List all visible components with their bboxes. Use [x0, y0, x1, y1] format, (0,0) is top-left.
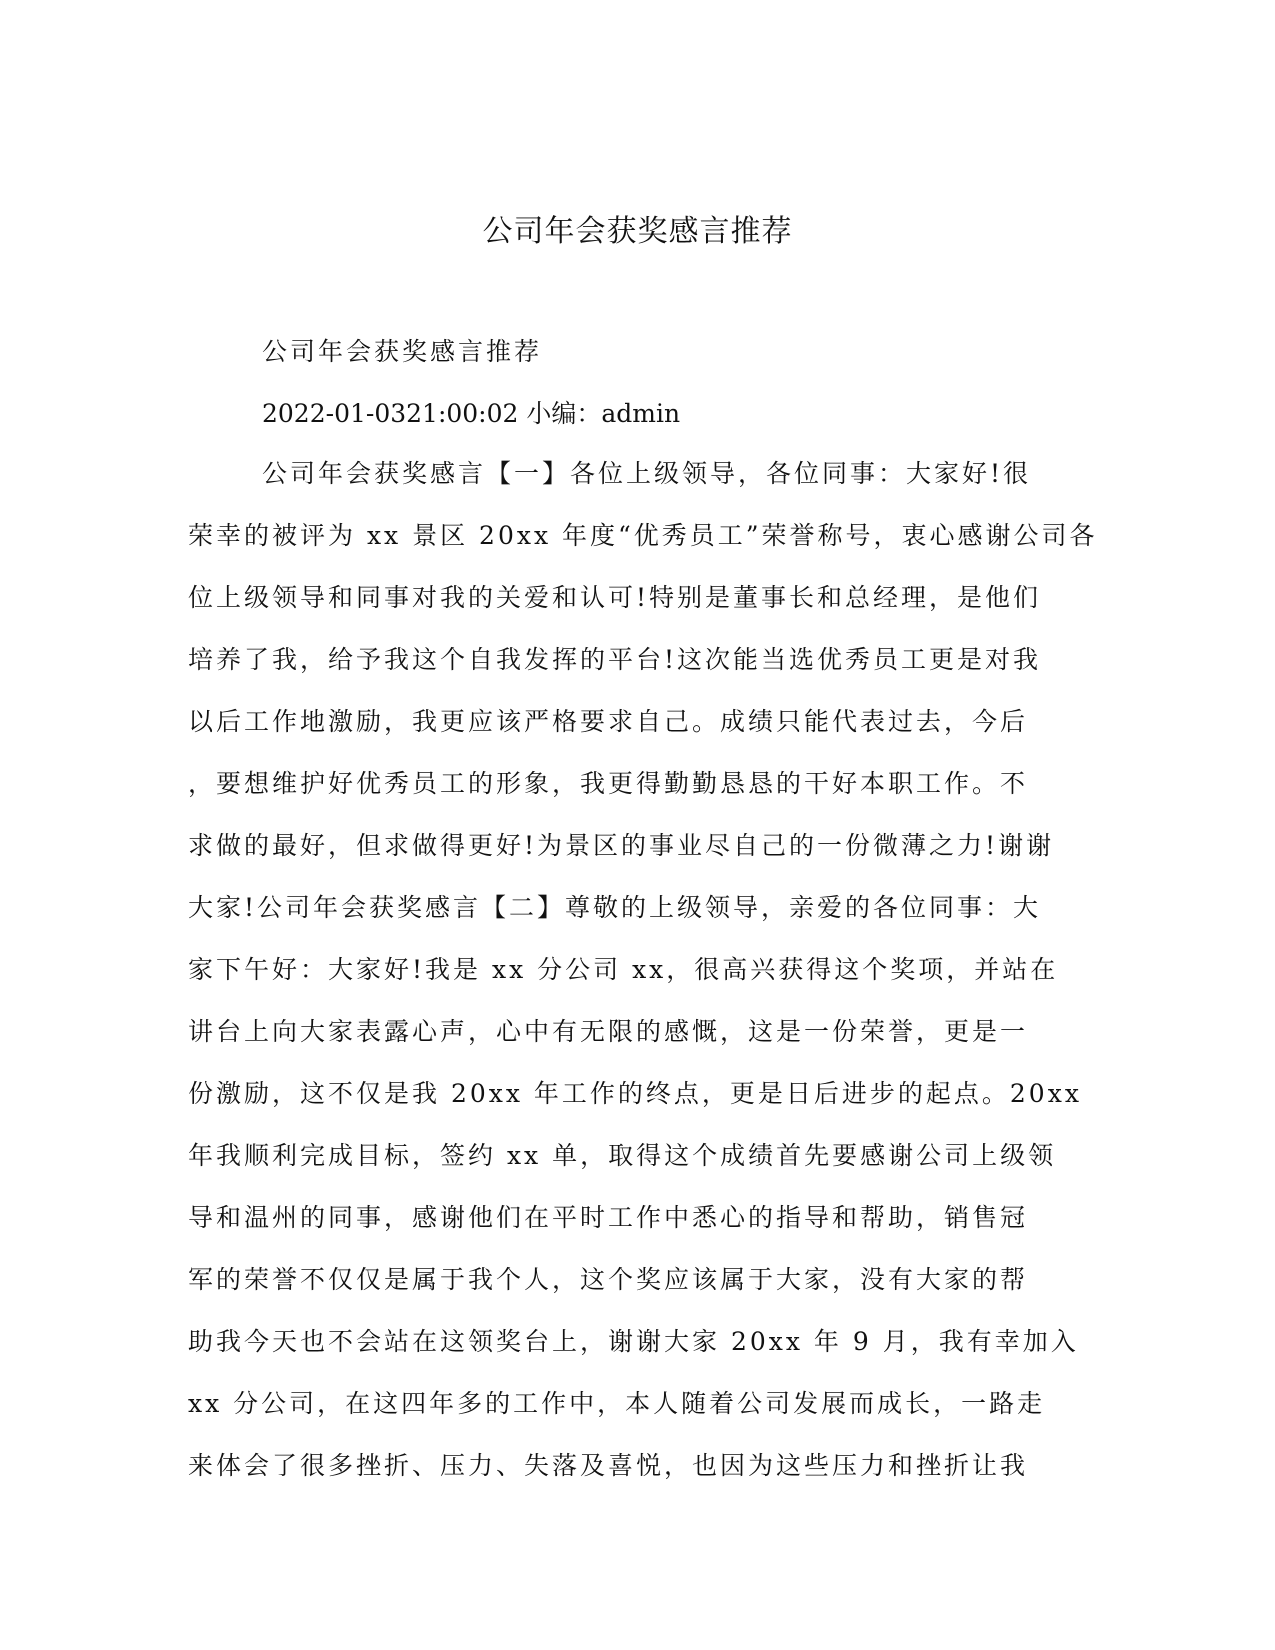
body-line: 培养了我，给予我这个自我发挥的平台!这次能当选优秀员工更是对我 [188, 645, 1042, 674]
body-line: 助我今天也不会站在这领奖台上，谢谢大家 20xx 年 9 月，我有幸加入 [188, 1327, 1079, 1356]
body-line: 份激励，这不仅是我 20xx 年工作的终点，更是日后进步的起点。20xx [188, 1079, 1082, 1108]
body-line: 位上级领导和同事对我的关爱和认可!特别是董事长和总经理，是他们 [188, 583, 1042, 612]
body-line: 来体会了很多挫折、压力、失落及喜悦，也因为这些压力和挫折让我 [188, 1451, 1029, 1480]
body-line: 荣幸的被评为 xx 景区 20xx 年度“优秀员工”荣誉称号，衷心感谢公司各 [188, 521, 1098, 550]
body-line: 导和温州的同事，感谢他们在平时工作中悉心的指导和帮助，销售冠 [188, 1203, 1029, 1232]
article-subtitle: 公司年会获奖感言推荐 [262, 337, 543, 366]
body-line: 家下午好：大家好!我是 xx 分公司 xx，很高兴获得这个奖项，并站在 [188, 955, 1059, 984]
body-line: 年我顺利完成目标，签约 xx 单，取得这个成绩首先要感谢公司上级领 [188, 1141, 1057, 1170]
body-line: 求做的最好，但求做得更好!为景区的事业尽自己的一份微薄之力!谢谢 [188, 831, 1055, 860]
body-line: 讲台上向大家表露心声，心中有无限的感慨，这是一份荣誉，更是一 [188, 1017, 1029, 1046]
body-line: ，要想维护好优秀员工的形象，我更得勤勤恳恳的干好本职工作。不 [188, 769, 1029, 798]
document-title: 公司年会获奖感言推荐 [482, 214, 793, 249]
body-line: 公司年会获奖感言【一】各位上级领导，各位同事：大家好!很 [262, 459, 1032, 488]
body-line: 以后工作地激励，我更应该严格要求自己。成绩只能代表过去，今后 [188, 707, 1029, 736]
article-body [188, 456, 1098, 1510]
article-meta: 2022-01-0321:00:02 小编：admin [262, 399, 681, 428]
body-line: 军的荣誉不仅仅是属于我个人，这个奖应该属于大家，没有大家的帮 [188, 1265, 1029, 1294]
body-line: xx 分公司，在这四年多的工作中，本人随着公司发展而成长，一路走 [188, 1389, 1046, 1418]
body-line: 大家!公司年会获奖感言【二】尊敬的上级领导，亲爱的各位同事：大 [188, 893, 1042, 922]
